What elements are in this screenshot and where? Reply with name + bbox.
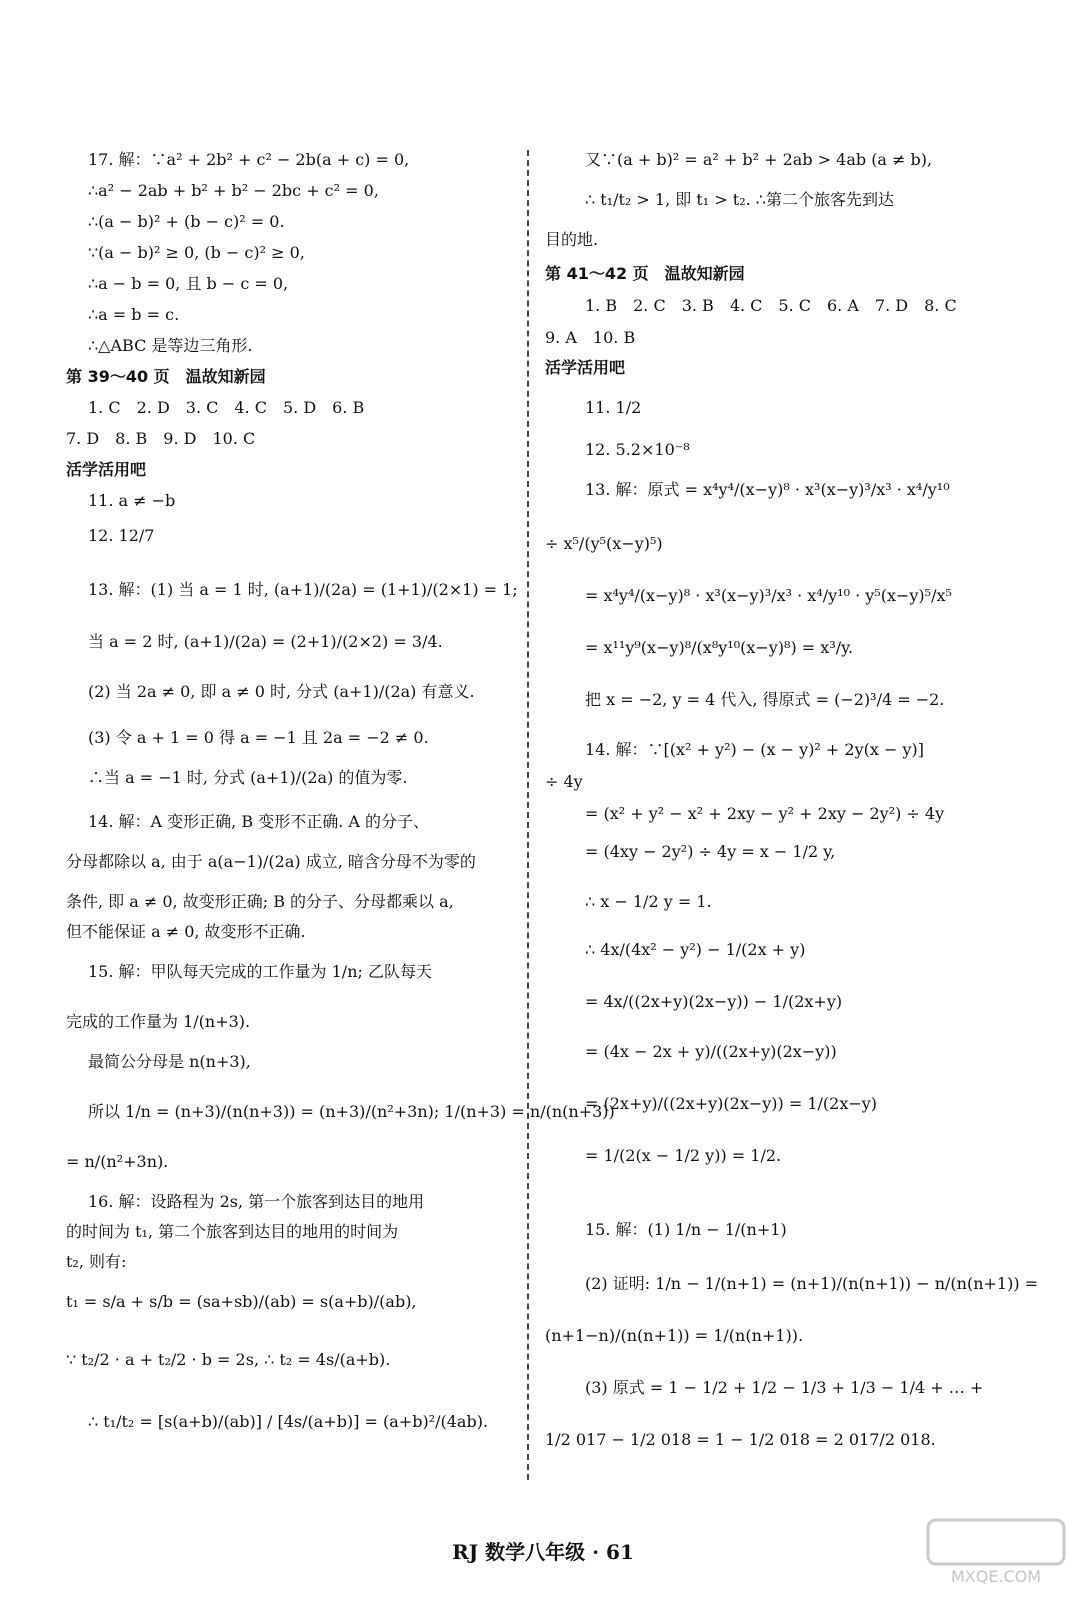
section-heading: 活学活用吧: [545, 358, 626, 377]
text-line: 13. 解：原式 = x⁴y⁴/(x−y)⁸ · x³(x−y)³/x³ · x⁴/y¹⁰: [585, 480, 950, 499]
text-line: = x¹¹y⁹(x−y)⁸/(x⁸y¹⁰(x−y)⁸) = x³/y.: [585, 638, 854, 657]
text-line: = (4x − 2x + y)/((2x+y)(2x−y)): [585, 1042, 837, 1061]
text-line: ∴△ABC 是等边三角形.: [88, 336, 253, 355]
section-heading: 第 41～42 页 温故知新园: [545, 264, 745, 283]
text-line: 但不能保证 a ≠ 0, 故变形不正确.: [66, 922, 306, 941]
section-heading: 第 39～40 页 温故知新园: [66, 367, 266, 386]
watermark-logo: [926, 1518, 1066, 1588]
text-line: 又∵(a + b)² = a² + b² + 2ab > 4ab (a ≠ b),: [585, 150, 933, 169]
text-line: 14. 解：A 变形正确, B 变形不正确. A 的分子、: [88, 812, 430, 831]
text-line: 11. a ≠ −b: [88, 491, 176, 510]
text-line: 所以 1/n = (n+3)/(n(n+3)) = (n+3)/(n²+3n); 1/(n+3) = n/(n(n+3)): [88, 1102, 615, 1121]
text-line: 条件, 即 a ≠ 0, 故变形正确; B 的分子、分母都乘以 a,: [66, 892, 454, 911]
text-line: = (x² + y² − x² + 2xy − y² + 2xy − 2y²) ÷ 4y: [585, 804, 945, 823]
text-line: ∴(a − b)² + (b − c)² = 0.: [88, 212, 285, 231]
text-line: 15. 解：(1) 1/n − 1/(n+1): [585, 1220, 787, 1239]
text-line: 14. 解：∵[(x² + y²) − (x − y)² + 2y(x − y)]: [585, 740, 925, 759]
text-line: t₁ = s/a + s/b = (sa+sb)/(ab) = s(a+b)/(ab),: [66, 1292, 417, 1311]
text-line: 17. 解：∵a² + 2b² + c² − 2b(a + c) = 0,: [88, 150, 410, 169]
text-line: ∵ t₂/2 · a + t₂/2 · b = 2s, ∴ t₂ = 4s/(a+b).: [66, 1350, 391, 1369]
text-line: 目的地.: [545, 230, 599, 249]
text-line: 12. 5.2×10⁻⁸: [585, 440, 690, 459]
answer-row: 7. D 8. B 9. D 10. C: [66, 429, 256, 448]
section-heading: 活学活用吧: [66, 460, 147, 479]
text-line: 15. 解：甲队每天完成的工作量为 1/n; 乙队每天: [88, 962, 432, 981]
text-line: 当 a = 2 时, (a+1)/(2a) = (2+1)/(2×2) = 3/4.: [88, 632, 443, 651]
text-line: ∴a = b = c.: [88, 305, 180, 324]
text-line: t₂, 则有:: [66, 1252, 127, 1271]
text-line: (2) 证明: 1/n − 1/(n+1) = (n+1)/(n(n+1)) − n/(n(n+1)) =: [585, 1274, 1039, 1293]
text-line: (3) 令 a + 1 = 0 得 a = −1 且 2a = −2 ≠ 0.: [88, 728, 429, 747]
answer-row: 1. B 2. C 3. B 4. C 5. C 6. A 7. D 8. C: [585, 296, 957, 315]
text-line: = (4xy − 2y²) ÷ 4y = x − 1/2 y,: [585, 842, 836, 861]
text-line: ∴ 4x/(4x² − y²) − 1/(2x + y): [585, 940, 806, 959]
text-line: (2) 当 2a ≠ 0, 即 a ≠ 0 时, 分式 (a+1)/(2a) 有意义.: [88, 682, 475, 701]
text-line: = 4x/((2x+y)(2x−y)) − 1/(2x+y): [585, 992, 843, 1011]
text-line: 完成的工作量为 1/(n+3).: [66, 1012, 251, 1031]
text-line: ∵(a − b)² ≥ 0, (b − c)² ≥ 0,: [88, 243, 305, 262]
text-line: 12. 12/7: [88, 526, 155, 545]
text-line: 1/2 017 − 1/2 018 = 1 − 1/2 018 = 2 017/2 018.: [545, 1430, 936, 1449]
watermark-text: MXQE.COM: [950, 1567, 1042, 1586]
text-line: = x⁴y⁴/(x−y)⁸ · x³(x−y)³/x³ · x⁴/y¹⁰ · y⁵(x−y)⁵/x⁵: [585, 586, 952, 605]
text-line: 11. 1/2: [585, 398, 642, 417]
text-line: = n/(n²+3n).: [66, 1152, 169, 1171]
text-line: = 1/(2(x − 1/2 y)) = 1/2.: [585, 1146, 782, 1165]
text-line: ∴ t₁/t₂ > 1, 即 t₁ > t₂. ∴第二个旅客先到达: [585, 190, 894, 209]
text-line: (n+1−n)/(n(n+1)) = 1/(n(n+1)).: [545, 1326, 804, 1345]
text-line: ÷ 4y: [545, 772, 583, 791]
text-line: 13. 解：(1) 当 a = 1 时, (a+1)/(2a) = (1+1)/(2×1) = 1;: [88, 580, 518, 599]
text-line: ∴ x − 1/2 y = 1.: [585, 892, 712, 911]
text-line: 分母都除以 a, 由于 a(a−1)/(2a) 成立, 暗含分母不为零的: [66, 852, 476, 871]
column-divider: [527, 150, 529, 1480]
text-line: ∴ t₁/t₂ = [s(a+b)/(ab)] / [4s/(a+b)] = (a+b)²/(4ab).: [88, 1412, 489, 1431]
text-line: ∴a − b = 0, 且 b − c = 0,: [88, 274, 289, 293]
text-line: ∴当 a = −1 时, 分式 (a+1)/(2a) 的值为零.: [88, 768, 408, 787]
answer-row: 9. A 10. B: [545, 328, 636, 347]
text-line: ∴a² − 2ab + b² + b² − 2bc + c² = 0,: [88, 181, 379, 200]
answer-row: 1. C 2. D 3. C 4. C 5. D 6. B: [88, 398, 365, 417]
text-line: 最简公分母是 n(n+3),: [88, 1052, 251, 1071]
text-line: 的时间为 t₁, 第二个旅客到达目的地用的时间为: [66, 1222, 399, 1241]
text-line: (3) 原式 = 1 − 1/2 + 1/2 − 1/3 + 1/3 − 1/4 + … +: [585, 1378, 984, 1397]
text-line: 把 x = −2, y = 4 代入, 得原式 = (−2)³/4 = −2.: [585, 690, 945, 709]
text-line: = (2x+y)/((2x+y)(2x−y)) = 1/(2x−y): [585, 1094, 878, 1113]
page-footer: RJ 数学八年级 · 61: [452, 1540, 634, 1564]
text-line: ÷ x⁵/(y⁵(x−y)⁵): [545, 534, 663, 553]
text-line: 16. 解：设路程为 2s, 第一个旅客到达目的地用: [88, 1192, 425, 1211]
